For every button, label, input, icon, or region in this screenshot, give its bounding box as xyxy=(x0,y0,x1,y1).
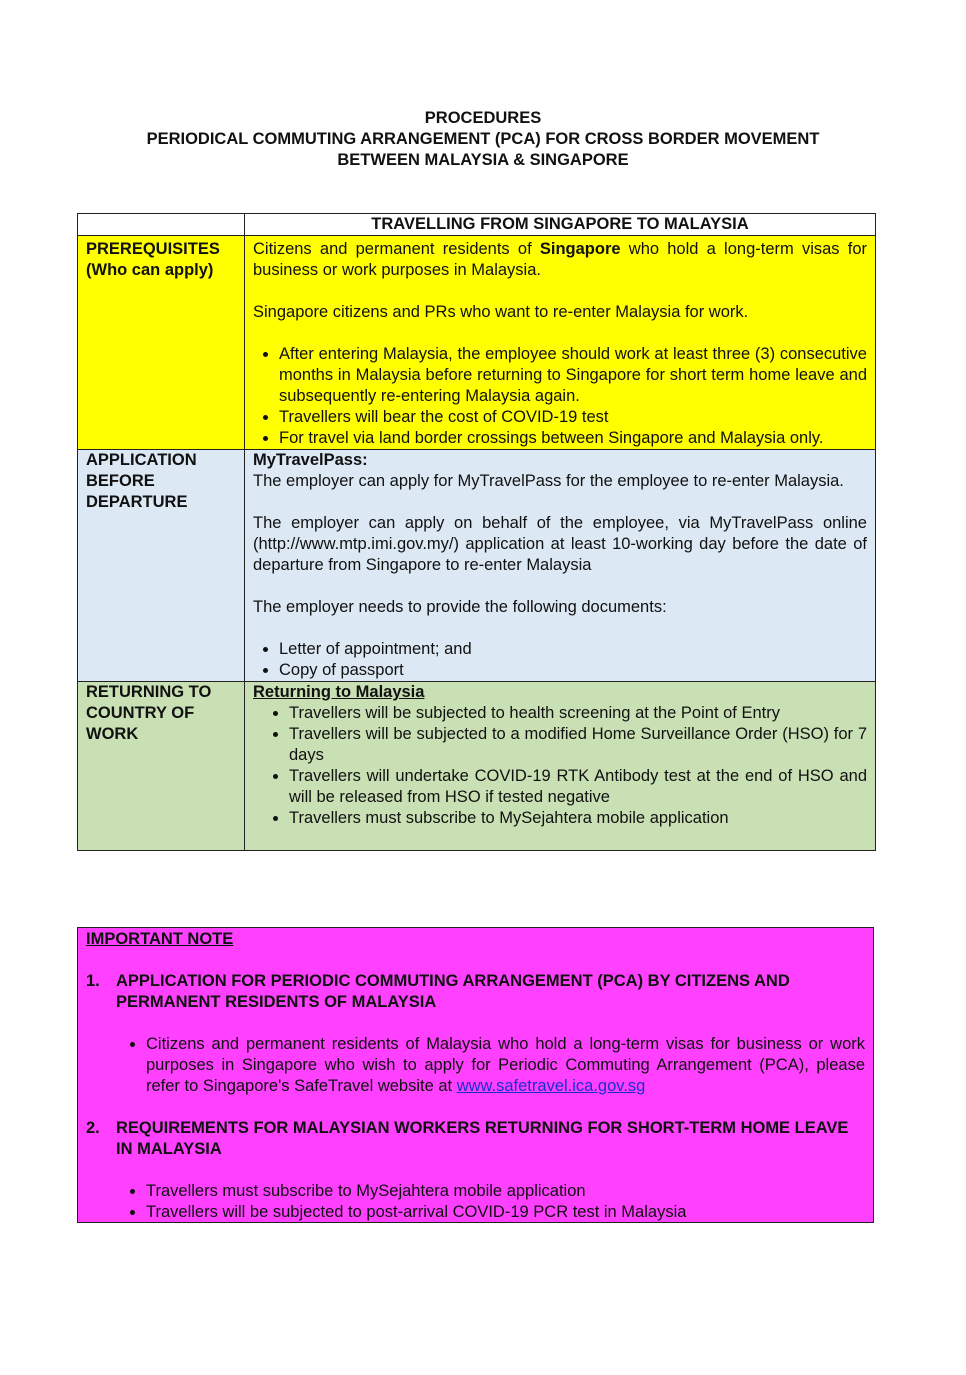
list-item: • Travellers will undertake COVID-19 RTK Antibody test at the end of HSO and will be released from HSO if tested negative xyxy=(289,766,867,808)
application-paragraph-3: The employer needs to provide the following documents: xyxy=(253,598,667,616)
list-item: • For travel via land border crossings between Singapore and Malaysia only. xyxy=(279,428,867,449)
application-label-line1: APPLICATION xyxy=(86,451,197,469)
returning-label-line2: COUNTRY OF xyxy=(86,704,195,722)
list-item: • Travellers will be subjected to post-arrival COVID-19 PCR test in Malaysia xyxy=(146,1202,865,1223)
prerequisites-label-line1: PREREQUISITES xyxy=(86,240,220,258)
document-title xyxy=(0,108,966,171)
safetravel-link[interactable]: www.safetravel.ica.gov.sg xyxy=(456,1077,646,1095)
list-item: • Copy of passport xyxy=(279,660,867,681)
prereq-text-b: who hold a long-term visas for business or work purposes in Malaysia. xyxy=(253,240,868,279)
title-line-1: PROCEDURES xyxy=(424,109,542,127)
table-header: TRAVELLING FROM SINGAPORE TO MALAYSIA xyxy=(245,214,876,236)
returning-heading: Returning to Malaysia xyxy=(253,683,425,701)
title-line-2: PERIODICAL COMMUTING ARRANGEMENT (PCA) FOR CROSS BORDER MOVEMENT xyxy=(146,130,820,148)
title-line-3: BETWEEN MALAYSIA & SINGAPORE xyxy=(337,151,629,169)
application-label-line2: BEFORE xyxy=(86,472,155,490)
note-item-1-list xyxy=(86,1034,865,1097)
application-row xyxy=(78,450,876,682)
note-item-1 xyxy=(86,971,865,1013)
application-content xyxy=(245,450,876,682)
returning-row xyxy=(78,682,876,851)
prerequisites-row xyxy=(78,236,876,450)
documents-bullet-list xyxy=(253,639,867,681)
list-item: • Travellers will be subjected to a modified Home Surveillance Order (HSO) for 7 days xyxy=(289,724,867,766)
prerequisites-label-line2: (Who can apply) xyxy=(86,261,214,279)
returning-label-line1: RETURNING TO xyxy=(86,683,212,701)
list-item: • After entering Malaysia, the employee should work at least three (3) consecutive months in Malaysia before returning to Singapore for short term home leave and subsequently re-entering Malaysia again. xyxy=(279,344,867,407)
list-item xyxy=(146,1034,865,1097)
table-header-row xyxy=(78,214,876,236)
prereq-text-a: Citizens and permanent residents of xyxy=(253,240,540,258)
returning-bullet-list xyxy=(253,703,867,829)
application-label xyxy=(78,450,245,682)
prerequisites-label xyxy=(78,236,245,450)
returning-content xyxy=(245,682,876,851)
returning-label xyxy=(78,682,245,851)
note-item-2-list xyxy=(86,1181,865,1223)
list-item: • Travellers will be subjected to health screening at the Point of Entry xyxy=(289,703,867,724)
list-item: • Travellers must subscribe to MySejahtera mobile application xyxy=(146,1181,865,1202)
note-item-1-title: APPLICATION FOR PERIODIC COMMUTING ARRANGEMENT (PCA) BY CITIZENS AND PERMANENT RESIDENTS OF MALAYSIA xyxy=(116,972,790,1011)
note-item-2-number: 2. xyxy=(86,1119,100,1137)
header-empty-cell xyxy=(78,214,245,236)
important-note-box xyxy=(77,927,874,1223)
prerequisites-paragraph-1 xyxy=(253,239,867,281)
prerequisites-paragraph-2: Singapore citizens and PRs who want to re-enter Malaysia for work. xyxy=(253,303,749,321)
note-item-2-title: REQUIREMENTS FOR MALAYSIAN WORKERS RETURNING FOR SHORT-TERM HOME LEAVE IN MALAYSIA xyxy=(116,1119,849,1158)
prerequisites-bullet-list xyxy=(253,344,867,449)
list-item: • Letter of appointment; and xyxy=(279,639,867,660)
list-item: • Travellers must subscribe to MySejahtera mobile application xyxy=(289,808,867,829)
returning-label-line3: WORK xyxy=(86,725,139,743)
application-paragraph-2: The employer can apply on behalf of the employee, via MyTravelPass online (http://www.mtp.imi.gov.my/) application at least 10-working day before the date of departure from Singapore to re-enter Malaysia xyxy=(253,514,867,574)
note-item-2 xyxy=(86,1118,865,1160)
note-item-1-number: 1. xyxy=(86,972,100,990)
prereq-text-bold: Singapore xyxy=(539,240,621,258)
mytravelpass-heading: MyTravelPass: xyxy=(253,451,368,469)
important-note-heading: IMPORTANT NOTE xyxy=(86,930,234,948)
note-item-1-text: Citizens and permanent residents of Malaysia who hold a long-term visas for business or work purposes in Singapore who wish to apply for Periodic Commuting Arrangement (PCA), please refer to Singapore's SafeTravel website at xyxy=(146,1035,865,1095)
procedures-table xyxy=(77,213,876,851)
application-paragraph-1: The employer can apply for MyTravelPass for the employee to re-enter Malaysia. xyxy=(253,472,844,490)
application-label-line3: DEPARTURE xyxy=(86,493,188,511)
prerequisites-content xyxy=(245,236,876,450)
list-item: • Travellers will bear the cost of COVID-19 test xyxy=(279,407,867,428)
